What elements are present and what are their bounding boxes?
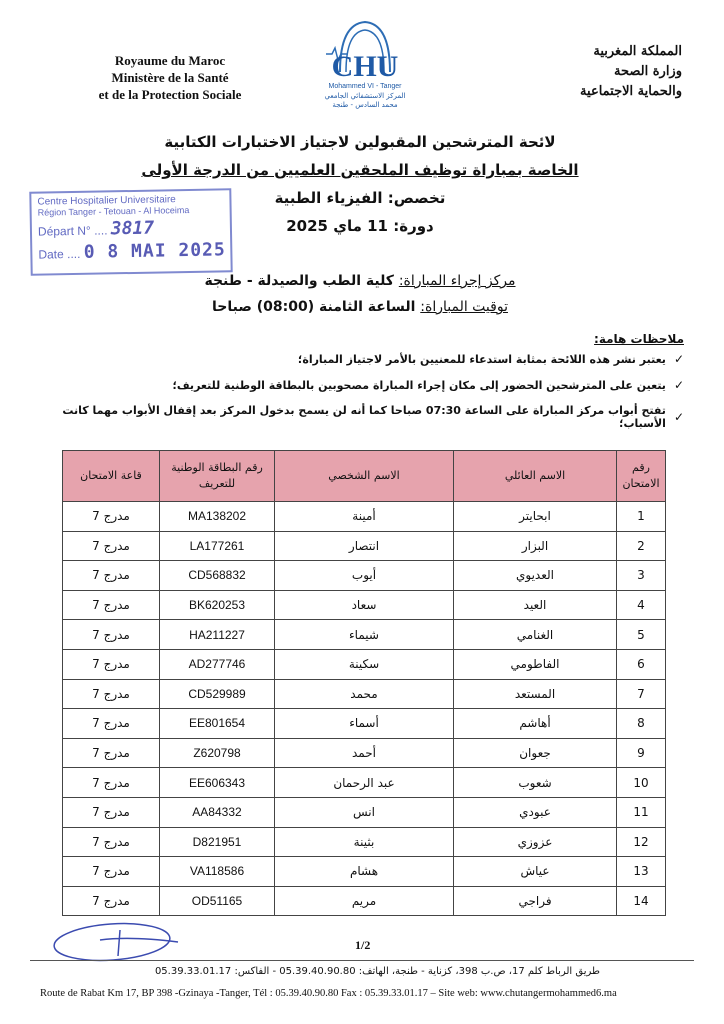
logo-text: CHU [331, 50, 399, 83]
logo-sub1: Mohammed VI - Tanger [328, 83, 402, 90]
cell-last-name: عبودي [454, 797, 617, 827]
cell-national-id: CD529989 [160, 679, 275, 709]
cell-exam-room: مدرج 7 [63, 827, 160, 857]
table-row [63, 827, 666, 857]
exam-time [160, 294, 560, 320]
cell-national-id: HA211227 [160, 620, 275, 650]
logo-graphic [300, 14, 430, 114]
footer-arabic: طريق الرباط كلم 17، ص.ب 398، كزناية - طنجة، الهاتف: 05.39.40.90.80 - الفاكس: 05.39.33.01.17 [154, 966, 600, 977]
cell-first-name: هشام [275, 857, 454, 887]
cell-first-name: أسماء [275, 709, 454, 739]
cell-last-name: العديوي [454, 561, 617, 591]
header-french [60, 52, 280, 103]
handwritten-signature [50, 912, 200, 972]
stamp-date [32, 237, 230, 263]
cell-exam-number: 11 [617, 797, 666, 827]
cell-exam-room: مدرج 7 [63, 797, 160, 827]
chu-logo [300, 14, 430, 114]
cell-national-id: AD277746 [160, 649, 275, 679]
cell-last-name: أهاشم [454, 709, 617, 739]
cell-last-name: عزوزي [454, 827, 617, 857]
cell-last-name: شعوب [454, 768, 617, 798]
cell-exam-number: 14 [617, 886, 666, 916]
cell-exam-number: 8 [617, 709, 666, 739]
cell-national-id: Z620798 [160, 738, 275, 768]
cell-national-id: AA84332 [160, 797, 275, 827]
exam-center-label: مركز إجراء المباراة: [398, 273, 516, 289]
header-exam-number: رقم الامتحان [617, 451, 666, 502]
cell-last-name: الفاطومي [454, 649, 617, 679]
note-item [44, 404, 684, 430]
exam-info [160, 268, 560, 320]
cell-exam-number: 3 [617, 561, 666, 591]
header-fr-line2: Ministère de la Santé [111, 70, 229, 85]
cell-first-name: أحمد [275, 738, 454, 768]
table-row [63, 709, 666, 739]
header-ar-line2: وزارة الصحة [614, 64, 682, 79]
header-fr-line3: et de la Protection Sociale [98, 87, 242, 102]
cell-exam-number: 2 [617, 531, 666, 561]
cell-first-name: انس [275, 797, 454, 827]
cell-national-id: D821951 [160, 827, 275, 857]
header-fr-line1: Royaume du Maroc [114, 53, 226, 68]
cell-first-name: أيوب [275, 561, 454, 591]
cell-exam-room: مدرج 7 [63, 857, 160, 887]
important-notes [44, 332, 684, 442]
stamp-line1: Centre Hospitalier Universitaire [37, 194, 176, 208]
cell-national-id: EE606343 [160, 768, 275, 798]
table-header-row [63, 451, 666, 502]
cell-national-id: BK620253 [160, 590, 275, 620]
cell-exam-room: مدرج 7 [63, 531, 160, 561]
exam-center-value: كلية الطب والصيدلة - طنجة [204, 273, 394, 289]
cell-exam-number: 7 [617, 679, 666, 709]
stamp-date-value: 0 8 MAI 2025 [83, 239, 226, 263]
table-row [63, 620, 666, 650]
checkmark-icon: ✓ [673, 352, 684, 366]
exam-time-label: توقيت المباراة: [420, 299, 508, 315]
exam-time-value: الساعة الثامنة (08:00) صباحا [212, 299, 416, 315]
cell-national-id: MA138202 [160, 502, 275, 532]
table-row [63, 738, 666, 768]
cell-exam-number: 1 [617, 502, 666, 532]
cell-last-name: المستعد [454, 679, 617, 709]
cell-national-id: LA177261 [160, 531, 275, 561]
header-ar-line3: والحماية الاجتماعية [580, 84, 682, 99]
cell-exam-room: مدرج 7 [63, 620, 160, 650]
note-item [44, 378, 684, 392]
table-body [63, 502, 666, 916]
notes-title: ملاحظات هامة: [594, 332, 684, 346]
header-ar-line1: المملكة المغربية [593, 44, 682, 59]
table-row [63, 768, 666, 798]
cell-exam-room: مدرج 7 [63, 768, 160, 798]
table-row [63, 679, 666, 709]
cell-last-name: جعوان [454, 738, 617, 768]
cell-exam-number: 9 [617, 738, 666, 768]
cell-national-id: EE801654 [160, 709, 275, 739]
note-item [44, 352, 684, 366]
note-text: تفتح أبواب مركز المباراة على الساعة 07:30 صباحا كما أنه لن يسمح بدخول المركز بعد إقفال الأبواب مهما كانت الأسباب؛ [62, 404, 666, 430]
header-national-id: رقم البطاقة الوطنية للتعريف [160, 451, 275, 502]
logo-sub3: محمد السادس - طنجة [332, 101, 398, 109]
cell-first-name: محمد [275, 679, 454, 709]
stamp-depart-number: 3817 [110, 217, 155, 240]
cell-last-name: عياش [454, 857, 617, 887]
cell-last-name: الغنامي [454, 620, 617, 650]
cell-exam-room: مدرج 7 [63, 502, 160, 532]
stamp-depart [32, 214, 230, 240]
cell-first-name: أمينة [275, 502, 454, 532]
stamp-date-label: Date .... [38, 246, 81, 262]
cell-first-name: سكينة [275, 649, 454, 679]
header-exam-room: قاعة الامتحان [63, 451, 160, 502]
table-row [63, 502, 666, 532]
table-row [63, 561, 666, 591]
page-number: 1/2 [355, 938, 371, 952]
note-text: يعتبر نشر هذه اللائحة بمثابة استدعاء للمعنيين بالأمر لاجتياز المباراة؛ [297, 352, 666, 366]
cell-exam-number: 5 [617, 620, 666, 650]
cell-exam-number: 12 [617, 827, 666, 857]
cell-national-id: OD51165 [160, 886, 275, 916]
table-row [63, 797, 666, 827]
cell-exam-room: مدرج 7 [63, 709, 160, 739]
cell-exam-room: مدرج 7 [63, 679, 160, 709]
table-row [63, 649, 666, 679]
logo-sub2: المركز الاستشفائي الجامعي [324, 92, 406, 100]
cell-first-name: بثينة [275, 827, 454, 857]
cell-exam-number: 6 [617, 649, 666, 679]
cell-exam-number: 13 [617, 857, 666, 887]
cell-exam-room: مدرج 7 [63, 561, 160, 591]
cell-exam-room: مدرج 7 [63, 590, 160, 620]
cell-first-name: انتصار [275, 531, 454, 561]
cell-national-id: CD568832 [160, 561, 275, 591]
cell-first-name: عبد الرحمان [275, 768, 454, 798]
stamp-line2: Région Tanger - Tetouan - Al Hoceima [37, 204, 190, 218]
cell-exam-room: مدرج 7 [63, 738, 160, 768]
header-last-name: الاسم العائلي [454, 451, 617, 502]
cell-exam-number: 4 [617, 590, 666, 620]
cell-first-name: مريم [275, 886, 454, 916]
cell-national-id: VA118586 [160, 857, 275, 887]
title-specialty: تخصص: الفيزياء الطبية [274, 189, 446, 207]
reception-stamp [29, 188, 232, 276]
exam-center [160, 268, 560, 294]
cell-last-name: العيد [454, 590, 617, 620]
cell-exam-room: مدرج 7 [63, 886, 160, 916]
note-text: يتعين على المترشحين الحضور إلى مكان إجراء المباراة مصحوبين بالبطاقة الوطنية للتعريف؛ [172, 378, 666, 392]
candidates-table [62, 450, 666, 916]
cell-last-name: البزار [454, 531, 617, 561]
cell-first-name: شيماء [275, 620, 454, 650]
cell-last-name: ابحايتر [454, 502, 617, 532]
cell-first-name: سعاد [275, 590, 454, 620]
title-line1: لائحة المترشحين المقبولين لاجتياز الاختبارات الكتابية [164, 133, 556, 151]
table-row [63, 590, 666, 620]
header-arabic [512, 42, 682, 102]
cell-last-name: فراجي [454, 886, 617, 916]
footer-divider [30, 960, 694, 961]
header-first-name: الاسم الشخصي [275, 451, 454, 502]
title-line2: الخاصة بمباراة توظيف الملحقين العلميين من الدرجة الأولى [141, 161, 579, 179]
title-session-date: دورة: 11 ماي 2025 [286, 217, 434, 235]
table-row [63, 857, 666, 887]
stamp-depart-label: Départ N° .... [37, 223, 108, 239]
cell-exam-room: مدرج 7 [63, 649, 160, 679]
checkmark-icon: ✓ [673, 378, 684, 392]
table-row [63, 531, 666, 561]
checkmark-icon: ✓ [673, 410, 684, 424]
footer-french: Route de Rabat Km 17, BP 398 -Gzinaya -Tanger, Tél : 05.39.40.90.80 Fax : 05.39.33.01.17 – Site web: www.chutangermohammed6.ma [40, 988, 617, 999]
cell-exam-number: 10 [617, 768, 666, 798]
